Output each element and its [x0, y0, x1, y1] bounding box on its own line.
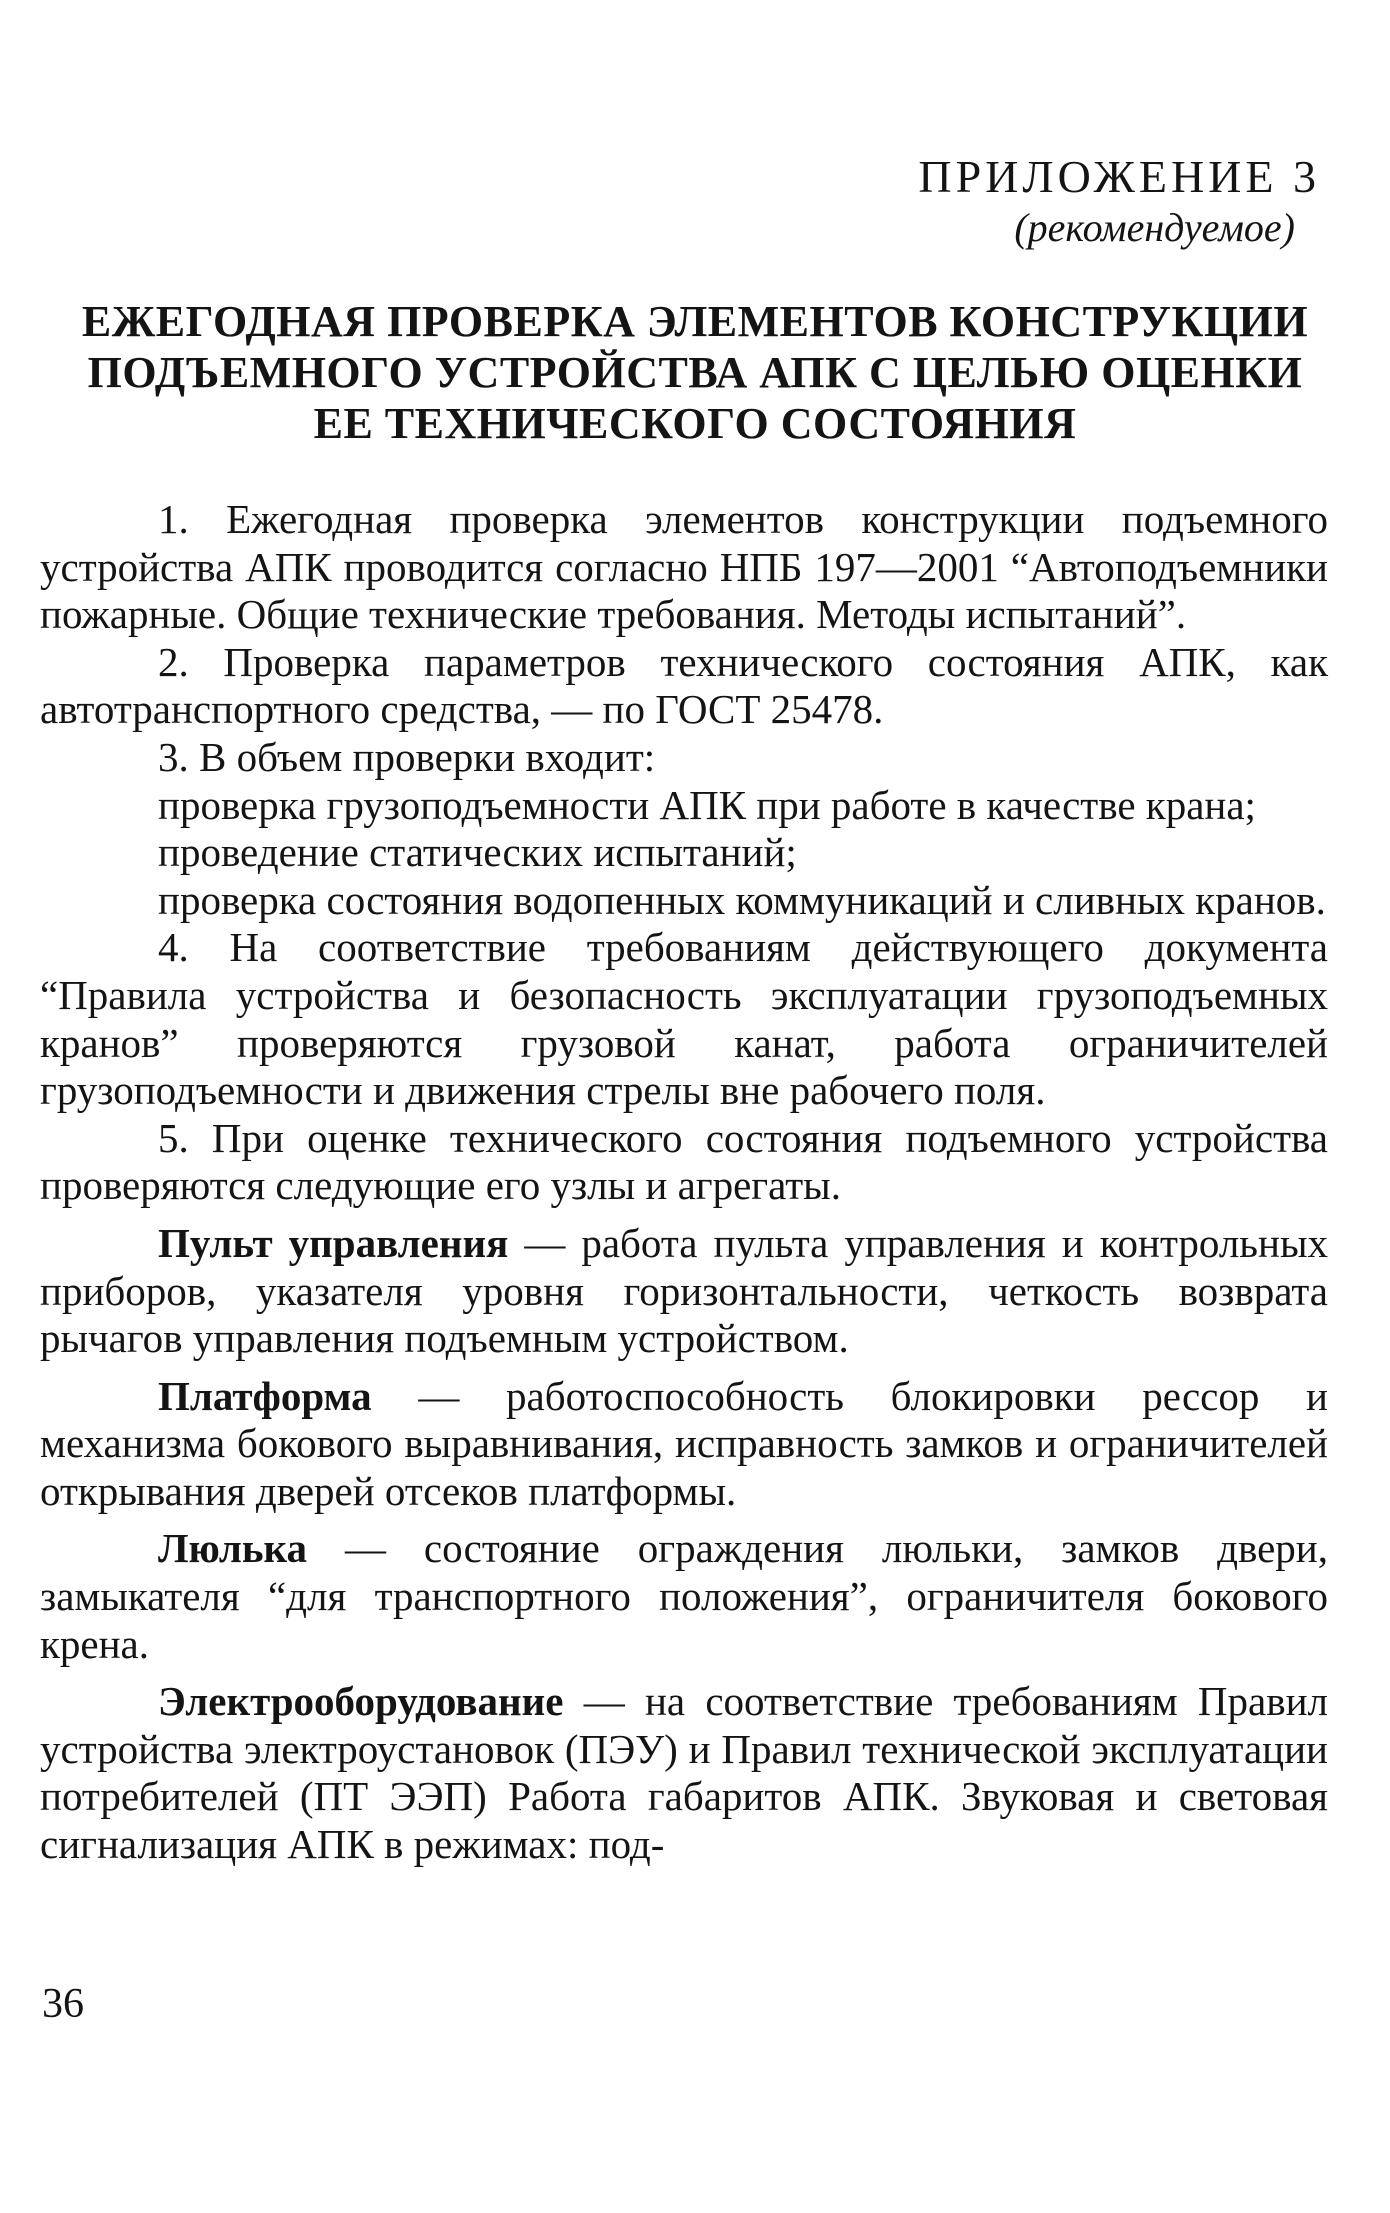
- platform-term: Платформа: [158, 1372, 372, 1419]
- control-panel-term: Пульт управления: [158, 1219, 509, 1266]
- document-body: [40, 496, 1328, 1869]
- appendix-subtitle: (рекомендуемое): [1014, 205, 1295, 250]
- document-title-line-3: ЕЕ ТЕХНИЧЕСКОГО СОСТОЯНИЯ: [313, 399, 1077, 448]
- document-title-line-1: ЕЖЕГОДНАЯ ПРОВЕРКА ЭЛЕМЕНТОВ КОНСТРУКЦИИ: [81, 297, 1309, 346]
- inspection-item-static-tests: проведение статических испытаний;: [158, 829, 797, 876]
- paragraph-2: 2. Проверка параметров технического состояния АПК, как автотранспортного средства, — по ГОСТ 25478.: [40, 638, 1328, 733]
- control-panel-paragraph: [40, 1220, 1328, 1363]
- electrical-paragraph: [40, 1678, 1328, 1868]
- inspection-item-load-capacity: проверка грузоподъемности АПК при работе в качестве крана;: [158, 781, 1256, 828]
- paragraph-5: 5. При оценке технического состояния подъемного устройства проверяются следующие его узлы и агрегаты.: [40, 1114, 1328, 1209]
- document-title: [40, 296, 1350, 449]
- cradle-term: Люлька: [158, 1525, 308, 1572]
- cradle-paragraph: [40, 1525, 1328, 1668]
- appendix-title: ПРИЛОЖЕНИЕ 3: [918, 151, 1320, 202]
- paragraph-4: 4. На соответствие требованиям действующего документа “Правила устройства и безопасность эксплуатации грузоподъемных кранов” проверяются грузовой канат, работа ограничителей грузоподъемности и движения стрелы вне рабочего поля.: [40, 924, 1328, 1114]
- cradle-text: — состояние ограждения люльки, замков двери, замыкателя “для транспортного положения”, ограничителя бокового крена.: [40, 1525, 1328, 1667]
- control-panel-text: — работа пульта управления и контрольных приборов, указателя уровня горизонтальности, четкость возврата рычагов управления подъемным устройством.: [40, 1219, 1328, 1362]
- electrical-term: Электрооборудование: [158, 1678, 564, 1725]
- page-number: 36: [42, 1981, 84, 2027]
- platform-text: — работоспособность блокировки рессор и механизма бокового выравнивания, исправность замков и ограничителей открывания дверей отсеков платформы.: [40, 1372, 1328, 1514]
- paragraph-1: 1. Ежегодная проверка элементов конструкции подъемного устройства АПК проводится согласно НПБ 197—2001 “Автоподъемники пожарные. Общие технические требования. Методы испытаний”.: [40, 496, 1328, 638]
- electrical-text: — на соответствие требованиям Правил устройства электроустановок (ПЭУ) и Правил технической эксплуатации потребителей (ПТ ЭЭП) Работа габаритов АПК. Звуковая и световая сигнализация АПК в режимах: под-: [40, 1678, 1328, 1868]
- inspection-item-foam-lines: проверка состояния водопенных коммуникаций и сливных кранов.: [158, 876, 1326, 923]
- platform-paragraph: [40, 1373, 1328, 1516]
- document-title-line-2: ПОДЪЕМНОГО УСТРОЙСТВА АПК С ЦЕЛЬЮ ОЦЕНКИ: [87, 348, 1303, 397]
- paragraph-3: 3. В объем проверки входит:: [158, 733, 656, 780]
